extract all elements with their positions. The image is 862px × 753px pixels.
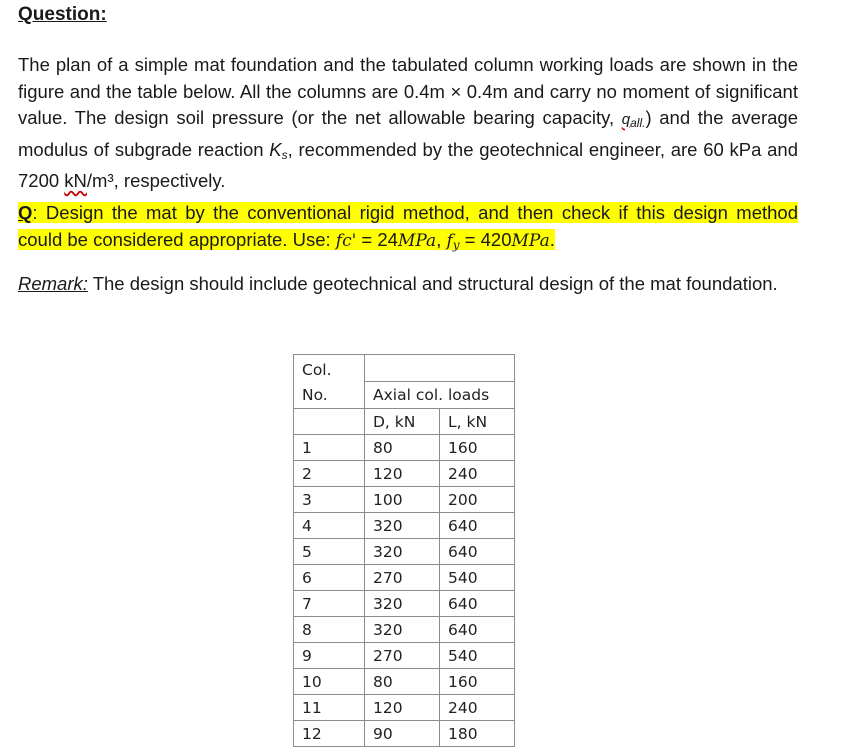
dead-load-cell: 320	[365, 539, 440, 565]
empty-cell	[294, 409, 365, 435]
live-load-cell: 200	[440, 487, 515, 513]
axial-loads-header: Axial col. loads	[365, 382, 515, 409]
table-row	[294, 513, 515, 539]
live-load-cell: 160	[440, 669, 515, 695]
dead-load-cell: 100	[365, 487, 440, 513]
mpa-unit-2: MPa	[511, 230, 550, 251]
live-load-cell: 160	[440, 435, 515, 461]
live-load-header: L, kN	[440, 409, 515, 435]
mpa-unit-1: MPa	[397, 230, 437, 251]
column-number-cell: 2	[294, 461, 365, 487]
dead-load-header: D, kN	[365, 409, 440, 435]
table-row	[294, 565, 515, 591]
live-load-cell: 640	[440, 591, 515, 617]
dead-load-cell: 270	[365, 643, 440, 669]
kn-unit: kN	[64, 170, 87, 191]
live-load-cell: 540	[440, 565, 515, 591]
dead-load-cell: 120	[365, 461, 440, 487]
remark	[18, 271, 798, 298]
dead-load-cell: 270	[365, 565, 440, 591]
dead-load-cell: 80	[365, 435, 440, 461]
statement-text-a: The plan of a simple mat foundation and the tabulated column working loads are shown in the figure and the table below. All the columns are 0.4m × 0.4m and carry no moment of significant value. The design soil pressure (or the net allowable bearing capacity,	[18, 54, 798, 128]
table-row	[294, 591, 515, 617]
dead-load-cell: 90	[365, 721, 440, 747]
column-number-cell: 12	[294, 721, 365, 747]
remark-text: The design should include geotechnical and structural design of the mat foundation.	[87, 273, 778, 294]
live-load-cell: 640	[440, 513, 515, 539]
table-row	[294, 435, 515, 461]
statement-text-d: /m³, respectively.	[86, 170, 226, 191]
table-row	[294, 539, 515, 565]
dead-load-cell: 320	[365, 617, 440, 643]
k-s-symbol: $K_s$	[269, 138, 288, 162]
column-number-cell: 9	[294, 643, 365, 669]
live-load-cell: 240	[440, 695, 515, 721]
column-number-cell: 10	[294, 669, 365, 695]
question-text-a: : Design the mat by the conventional rigid method, and then check if this design method could be considered appropriate. Use:	[18, 202, 798, 250]
table-row	[294, 721, 515, 747]
table-row	[294, 695, 515, 721]
question-task: Q: Design the mat by the conventional rigid method, and then check if this design method could be considered appropriate. Use: fc' = 24MPa, $f_y = 420MPa$.	[18, 202, 798, 252]
fc-symbol: fc'	[335, 230, 357, 251]
table-row	[294, 487, 515, 513]
column-number-cell: 6	[294, 565, 365, 591]
statement-text-b: ) and the average modulus of subgrade reaction	[18, 107, 798, 160]
table-row	[294, 461, 515, 487]
column-number-cell: 3	[294, 487, 365, 513]
column-number-cell: 5	[294, 539, 365, 565]
column-number-cell: 4	[294, 513, 365, 539]
question-heading: Question:	[18, 4, 107, 25]
column-loads-table	[293, 354, 515, 747]
q-label: Q	[18, 202, 33, 223]
dead-load-cell: 80	[365, 669, 440, 695]
live-load-cell: 640	[440, 539, 515, 565]
live-load-cell: 540	[440, 643, 515, 669]
live-load-cell: 240	[440, 461, 515, 487]
dead-load-cell: 120	[365, 695, 440, 721]
q-all-symbol: $q_{all.}$	[621, 111, 646, 130]
dead-load-cell: 320	[365, 513, 440, 539]
dead-load-cell: 320	[365, 591, 440, 617]
column-number-cell: 7	[294, 591, 365, 617]
live-load-cell: 180	[440, 721, 515, 747]
column-number-cell: 1	[294, 435, 365, 461]
table-row	[294, 669, 515, 695]
live-load-cell: 640	[440, 617, 515, 643]
statement-text-c: , recommended by the geotechnical engineer, are 60 kPa and 7200	[18, 138, 798, 191]
col-no-header: Col. No.	[294, 355, 365, 409]
problem-statement	[18, 52, 798, 195]
column-number-cell: 11	[294, 695, 365, 721]
fy-symbol: $f_y$	[446, 230, 460, 252]
table-row	[294, 643, 515, 669]
remark-label: Remark:	[18, 273, 88, 294]
column-number-cell: 8	[294, 617, 365, 643]
blank-header-cell	[365, 355, 515, 382]
table-row	[294, 617, 515, 643]
